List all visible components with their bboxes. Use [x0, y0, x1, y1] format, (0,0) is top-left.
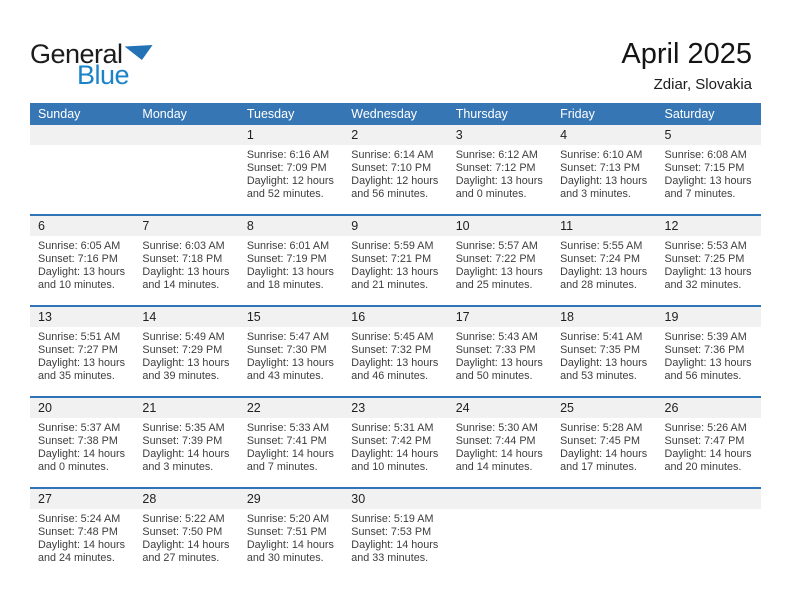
sunset-line: Sunset: 7:19 PM — [246, 253, 327, 265]
daylight-line-cont: and 35 minutes. — [38, 370, 115, 382]
day-cell — [343, 489, 447, 578]
day-cell — [343, 125, 447, 214]
day-number — [448, 489, 552, 509]
sun-info — [343, 418, 447, 474]
day-number: 26 — [657, 398, 761, 418]
day-number: 22 — [239, 398, 343, 418]
daylight-line: Daylight: 13 hours — [664, 175, 752, 187]
sun-info — [552, 236, 656, 292]
logo — [30, 39, 153, 90]
daylight-line: Daylight: 14 hours — [38, 448, 126, 460]
sunset-line: Sunset: 7:32 PM — [351, 344, 432, 356]
day-cell — [552, 307, 656, 396]
sunset-line: Sunset: 7:13 PM — [560, 162, 640, 174]
sunset-line: Sunset: 7:45 PM — [560, 435, 640, 447]
sun-info — [239, 145, 343, 201]
sunrise-line: Sunrise: 5:35 AM — [142, 422, 225, 434]
sunrise-line: Sunrise: 5:19 AM — [351, 513, 434, 525]
calendar-table — [30, 103, 761, 578]
daylight-line: Daylight: 13 hours — [142, 357, 230, 369]
sunrise-line: Sunrise: 6:03 AM — [142, 240, 225, 252]
month-title: April 2025 — [621, 38, 752, 70]
day-number: 9 — [343, 216, 447, 236]
logo-triangle-icon — [125, 45, 153, 60]
sunrise-line: Sunrise: 5:33 AM — [246, 422, 330, 434]
sunset-line: Sunset: 7:41 PM — [246, 435, 327, 447]
day-cell — [657, 398, 761, 487]
sunrise-line: Sunrise: 5:24 AM — [38, 513, 121, 525]
sunrise-line: Sunrise: 5:39 AM — [664, 331, 747, 343]
day-cell — [239, 216, 343, 305]
day-number: 27 — [30, 489, 134, 509]
daylight-line: Daylight: 13 hours — [38, 266, 126, 278]
day-cell — [657, 307, 761, 396]
day-number: 4 — [552, 125, 656, 145]
daylight-line-cont: and 10 minutes. — [38, 279, 115, 291]
day-number — [657, 489, 761, 509]
daylight-line-cont: and 30 minutes. — [246, 552, 324, 564]
sun-info — [30, 327, 134, 383]
sun-info — [134, 327, 238, 383]
day-cell — [134, 398, 238, 487]
week-row — [30, 125, 761, 214]
daylight-line: Daylight: 13 hours — [560, 175, 648, 187]
day-number: 5 — [657, 125, 761, 145]
day-cell — [134, 216, 238, 305]
sun-info — [448, 236, 552, 292]
sunset-line: Sunset: 7:09 PM — [246, 162, 327, 174]
sun-info — [343, 236, 447, 292]
sunrise-line: Sunrise: 5:22 AM — [142, 513, 225, 525]
weekday-header: Thursday — [455, 107, 508, 121]
day-number: 6 — [30, 216, 134, 236]
sunrise-line: Sunrise: 5:47 AM — [246, 331, 330, 343]
sun-info — [30, 418, 134, 474]
daylight-line-cont: and 7 minutes. — [664, 188, 736, 200]
sunrise-line: Sunrise: 6:10 AM — [560, 149, 643, 161]
sun-info — [552, 327, 656, 383]
daylight-line-cont: and 3 minutes. — [560, 188, 631, 200]
day-number: 7 — [134, 216, 238, 236]
day-cell — [448, 125, 552, 214]
daylight-line: Daylight: 13 hours — [351, 266, 439, 278]
daylight-line-cont: and 20 minutes. — [664, 461, 742, 473]
sunrise-line: Sunrise: 5:49 AM — [142, 331, 225, 343]
day-number: 13 — [30, 307, 134, 327]
sunset-line: Sunset: 7:16 PM — [38, 253, 118, 265]
sunset-line: Sunset: 7:47 PM — [664, 435, 745, 447]
daylight-line: Daylight: 14 hours — [351, 539, 439, 551]
sunset-line: Sunset: 7:50 PM — [142, 526, 223, 538]
day-cell — [134, 307, 238, 396]
sunset-line: Sunset: 7:29 PM — [142, 344, 223, 356]
daylight-line-cont: and 24 minutes. — [38, 552, 115, 564]
daylight-line-cont: and 3 minutes. — [142, 461, 214, 473]
sun-info — [30, 236, 134, 292]
daylight-line: Daylight: 13 hours — [455, 357, 543, 369]
sun-info — [30, 509, 134, 565]
daylight-line: Daylight: 13 hours — [351, 357, 439, 369]
daylight-line-cont: and 25 minutes. — [455, 279, 533, 291]
weekday-header: Wednesday — [351, 107, 418, 121]
daylight-line-cont: and 32 minutes. — [664, 279, 742, 291]
sunset-line: Sunset: 7:30 PM — [246, 344, 327, 356]
day-number: 19 — [657, 307, 761, 327]
sunset-line: Sunset: 7:15 PM — [664, 162, 745, 174]
day-number — [134, 125, 238, 145]
daylight-line: Daylight: 12 hours — [351, 175, 439, 187]
daylight-line: Daylight: 14 hours — [560, 448, 648, 460]
daylight-line: Daylight: 14 hours — [246, 539, 334, 551]
sunset-line: Sunset: 7:24 PM — [560, 253, 640, 265]
daylight-line: Daylight: 14 hours — [664, 448, 752, 460]
daylight-line-cont: and 0 minutes. — [455, 188, 527, 200]
daylight-line: Daylight: 14 hours — [351, 448, 439, 460]
daylight-line: Daylight: 13 hours — [246, 266, 334, 278]
day-cell — [343, 216, 447, 305]
sunset-line: Sunset: 7:51 PM — [246, 526, 327, 538]
daylight-line: Daylight: 13 hours — [560, 357, 648, 369]
sun-info — [657, 327, 761, 383]
day-cell — [134, 489, 238, 578]
day-number: 18 — [552, 307, 656, 327]
sun-info — [134, 418, 238, 474]
daylight-line: Daylight: 13 hours — [560, 266, 648, 278]
daylight-line: Daylight: 14 hours — [142, 539, 230, 551]
sunset-line: Sunset: 7:48 PM — [38, 526, 118, 538]
daylight-line-cont: and 14 minutes. — [455, 461, 533, 473]
day-cell — [30, 216, 134, 305]
daylight-line-cont: and 17 minutes. — [560, 461, 637, 473]
sunrise-line: Sunrise: 5:57 AM — [455, 240, 538, 252]
day-number: 11 — [552, 216, 656, 236]
sunset-line: Sunset: 7:38 PM — [38, 435, 118, 447]
daylight-line: Daylight: 13 hours — [38, 357, 126, 369]
weeks-container — [30, 125, 761, 578]
sunrise-line: Sunrise: 5:51 AM — [38, 331, 121, 343]
daylight-line: Daylight: 13 hours — [246, 357, 334, 369]
day-number: 10 — [448, 216, 552, 236]
day-cell — [552, 125, 656, 214]
daylight-line-cont: and 18 minutes. — [246, 279, 324, 291]
sunset-line: Sunset: 7:33 PM — [455, 344, 536, 356]
logo-text-general: General — [30, 39, 123, 69]
empty-day-cell — [448, 489, 552, 578]
sunrise-line: Sunrise: 5:59 AM — [351, 240, 434, 252]
sunset-line: Sunset: 7:36 PM — [664, 344, 745, 356]
sunset-line: Sunset: 7:53 PM — [351, 526, 432, 538]
sunset-line: Sunset: 7:39 PM — [142, 435, 223, 447]
day-number: 2 — [343, 125, 447, 145]
day-number: 25 — [552, 398, 656, 418]
day-number: 8 — [239, 216, 343, 236]
location-subtitle: Zdiar, Slovakia — [653, 76, 752, 93]
day-cell — [239, 489, 343, 578]
sunrise-line: Sunrise: 5:28 AM — [560, 422, 643, 434]
sun-info — [448, 418, 552, 474]
day-cell — [657, 216, 761, 305]
day-number: 12 — [657, 216, 761, 236]
sunset-line: Sunset: 7:35 PM — [560, 344, 640, 356]
day-number — [30, 125, 134, 145]
sunset-line: Sunset: 7:27 PM — [38, 344, 118, 356]
day-number: 28 — [134, 489, 238, 509]
weekday-header: Sunday — [38, 107, 81, 121]
day-cell — [239, 125, 343, 214]
daylight-line: Daylight: 14 hours — [38, 539, 126, 551]
day-number: 1 — [239, 125, 343, 145]
day-cell — [552, 216, 656, 305]
sunrise-line: Sunrise: 6:01 AM — [246, 240, 330, 252]
day-cell — [448, 398, 552, 487]
sunrise-line: Sunrise: 5:41 AM — [560, 331, 643, 343]
day-number: 14 — [134, 307, 238, 327]
sun-info — [239, 236, 343, 292]
sunrise-line: Sunrise: 5:55 AM — [560, 240, 643, 252]
day-number: 20 — [30, 398, 134, 418]
daylight-line-cont: and 7 minutes. — [246, 461, 318, 473]
day-number: 24 — [448, 398, 552, 418]
daylight-line-cont: and 0 minutes. — [38, 461, 109, 473]
sunset-line: Sunset: 7:25 PM — [664, 253, 745, 265]
daylight-line-cont: and 50 minutes. — [455, 370, 533, 382]
daylight-line-cont: and 39 minutes. — [142, 370, 220, 382]
sun-info — [343, 509, 447, 565]
sunrise-line: Sunrise: 6:16 AM — [246, 149, 330, 161]
sun-info — [552, 418, 656, 474]
daylight-line-cont: and 28 minutes. — [560, 279, 637, 291]
sunrise-line: Sunrise: 6:08 AM — [664, 149, 747, 161]
empty-day-cell — [552, 489, 656, 578]
sunrise-line: Sunrise: 6:05 AM — [38, 240, 121, 252]
daylight-line: Daylight: 12 hours — [246, 175, 334, 187]
sun-info — [448, 327, 552, 383]
sunset-line: Sunset: 7:12 PM — [455, 162, 536, 174]
daylight-line: Daylight: 14 hours — [142, 448, 230, 460]
day-cell — [657, 125, 761, 214]
week-row — [30, 214, 761, 305]
daylight-line-cont: and 56 minutes. — [664, 370, 742, 382]
day-number: 15 — [239, 307, 343, 327]
weekday-header-row — [30, 103, 761, 125]
day-number: 16 — [343, 307, 447, 327]
weekday-header: Monday — [142, 107, 187, 121]
sun-info — [343, 327, 447, 383]
sun-info — [552, 145, 656, 201]
sunrise-line: Sunrise: 6:12 AM — [455, 149, 538, 161]
day-number: 30 — [343, 489, 447, 509]
sunrise-line: Sunrise: 5:53 AM — [664, 240, 747, 252]
empty-day-cell — [134, 125, 238, 214]
daylight-line-cont: and 10 minutes. — [351, 461, 429, 473]
logo-text-blue: Blue — [77, 60, 130, 90]
day-cell — [30, 489, 134, 578]
daylight-line: Daylight: 14 hours — [246, 448, 334, 460]
daylight-line-cont: and 46 minutes. — [351, 370, 429, 382]
daylight-line: Daylight: 13 hours — [664, 266, 752, 278]
sunset-line: Sunset: 7:18 PM — [142, 253, 223, 265]
weekday-header: Saturday — [664, 107, 715, 121]
day-cell — [448, 216, 552, 305]
daylight-line: Daylight: 13 hours — [455, 175, 543, 187]
sunrise-line: Sunrise: 5:37 AM — [38, 422, 121, 434]
sun-info — [134, 236, 238, 292]
sun-info — [657, 418, 761, 474]
week-row — [30, 487, 761, 578]
sunrise-line: Sunrise: 5:31 AM — [351, 422, 434, 434]
sunset-line: Sunset: 7:42 PM — [351, 435, 432, 447]
sun-info — [239, 509, 343, 565]
sunset-line: Sunset: 7:22 PM — [455, 253, 536, 265]
day-cell — [30, 307, 134, 396]
daylight-line: Daylight: 13 hours — [142, 266, 230, 278]
sunset-line: Sunset: 7:44 PM — [455, 435, 536, 447]
day-number: 17 — [448, 307, 552, 327]
weekday-header: Tuesday — [246, 107, 295, 121]
sun-info — [657, 145, 761, 201]
daylight-line-cont: and 43 minutes. — [246, 370, 324, 382]
daylight-line: Daylight: 13 hours — [664, 357, 752, 369]
daylight-line-cont: and 27 minutes. — [142, 552, 220, 564]
sun-info — [657, 236, 761, 292]
sunrise-line: Sunrise: 6:14 AM — [351, 149, 434, 161]
sun-info — [134, 509, 238, 565]
daylight-line-cont: and 33 minutes. — [351, 552, 429, 564]
day-cell — [448, 307, 552, 396]
daylight-line-cont: and 56 minutes. — [351, 188, 429, 200]
day-number: 29 — [239, 489, 343, 509]
weekday-header: Friday — [560, 107, 595, 121]
sunrise-line: Sunrise: 5:43 AM — [455, 331, 538, 343]
sunrise-line: Sunrise: 5:45 AM — [351, 331, 434, 343]
week-row — [30, 396, 761, 487]
daylight-line-cont: and 14 minutes. — [142, 279, 220, 291]
daylight-line-cont: and 21 minutes. — [351, 279, 429, 291]
empty-day-cell — [30, 125, 134, 214]
day-cell — [343, 398, 447, 487]
day-number: 23 — [343, 398, 447, 418]
daylight-line: Daylight: 14 hours — [455, 448, 543, 460]
day-cell — [343, 307, 447, 396]
day-cell — [552, 398, 656, 487]
title-block — [621, 38, 752, 93]
daylight-line-cont: and 52 minutes. — [246, 188, 324, 200]
week-row — [30, 305, 761, 396]
sun-info — [343, 145, 447, 201]
day-cell — [239, 307, 343, 396]
day-number: 3 — [448, 125, 552, 145]
daylight-line: Daylight: 13 hours — [455, 266, 543, 278]
sunrise-line: Sunrise: 5:30 AM — [455, 422, 538, 434]
day-number — [552, 489, 656, 509]
sun-info — [239, 418, 343, 474]
daylight-line-cont: and 53 minutes. — [560, 370, 637, 382]
sunrise-line: Sunrise: 5:26 AM — [664, 422, 747, 434]
day-cell — [239, 398, 343, 487]
sunset-line: Sunset: 7:21 PM — [351, 253, 432, 265]
day-cell — [30, 398, 134, 487]
sun-info — [239, 327, 343, 383]
empty-day-cell — [657, 489, 761, 578]
sunset-line: Sunset: 7:10 PM — [351, 162, 432, 174]
day-number: 21 — [134, 398, 238, 418]
sun-info — [448, 145, 552, 201]
sunrise-line: Sunrise: 5:20 AM — [246, 513, 330, 525]
